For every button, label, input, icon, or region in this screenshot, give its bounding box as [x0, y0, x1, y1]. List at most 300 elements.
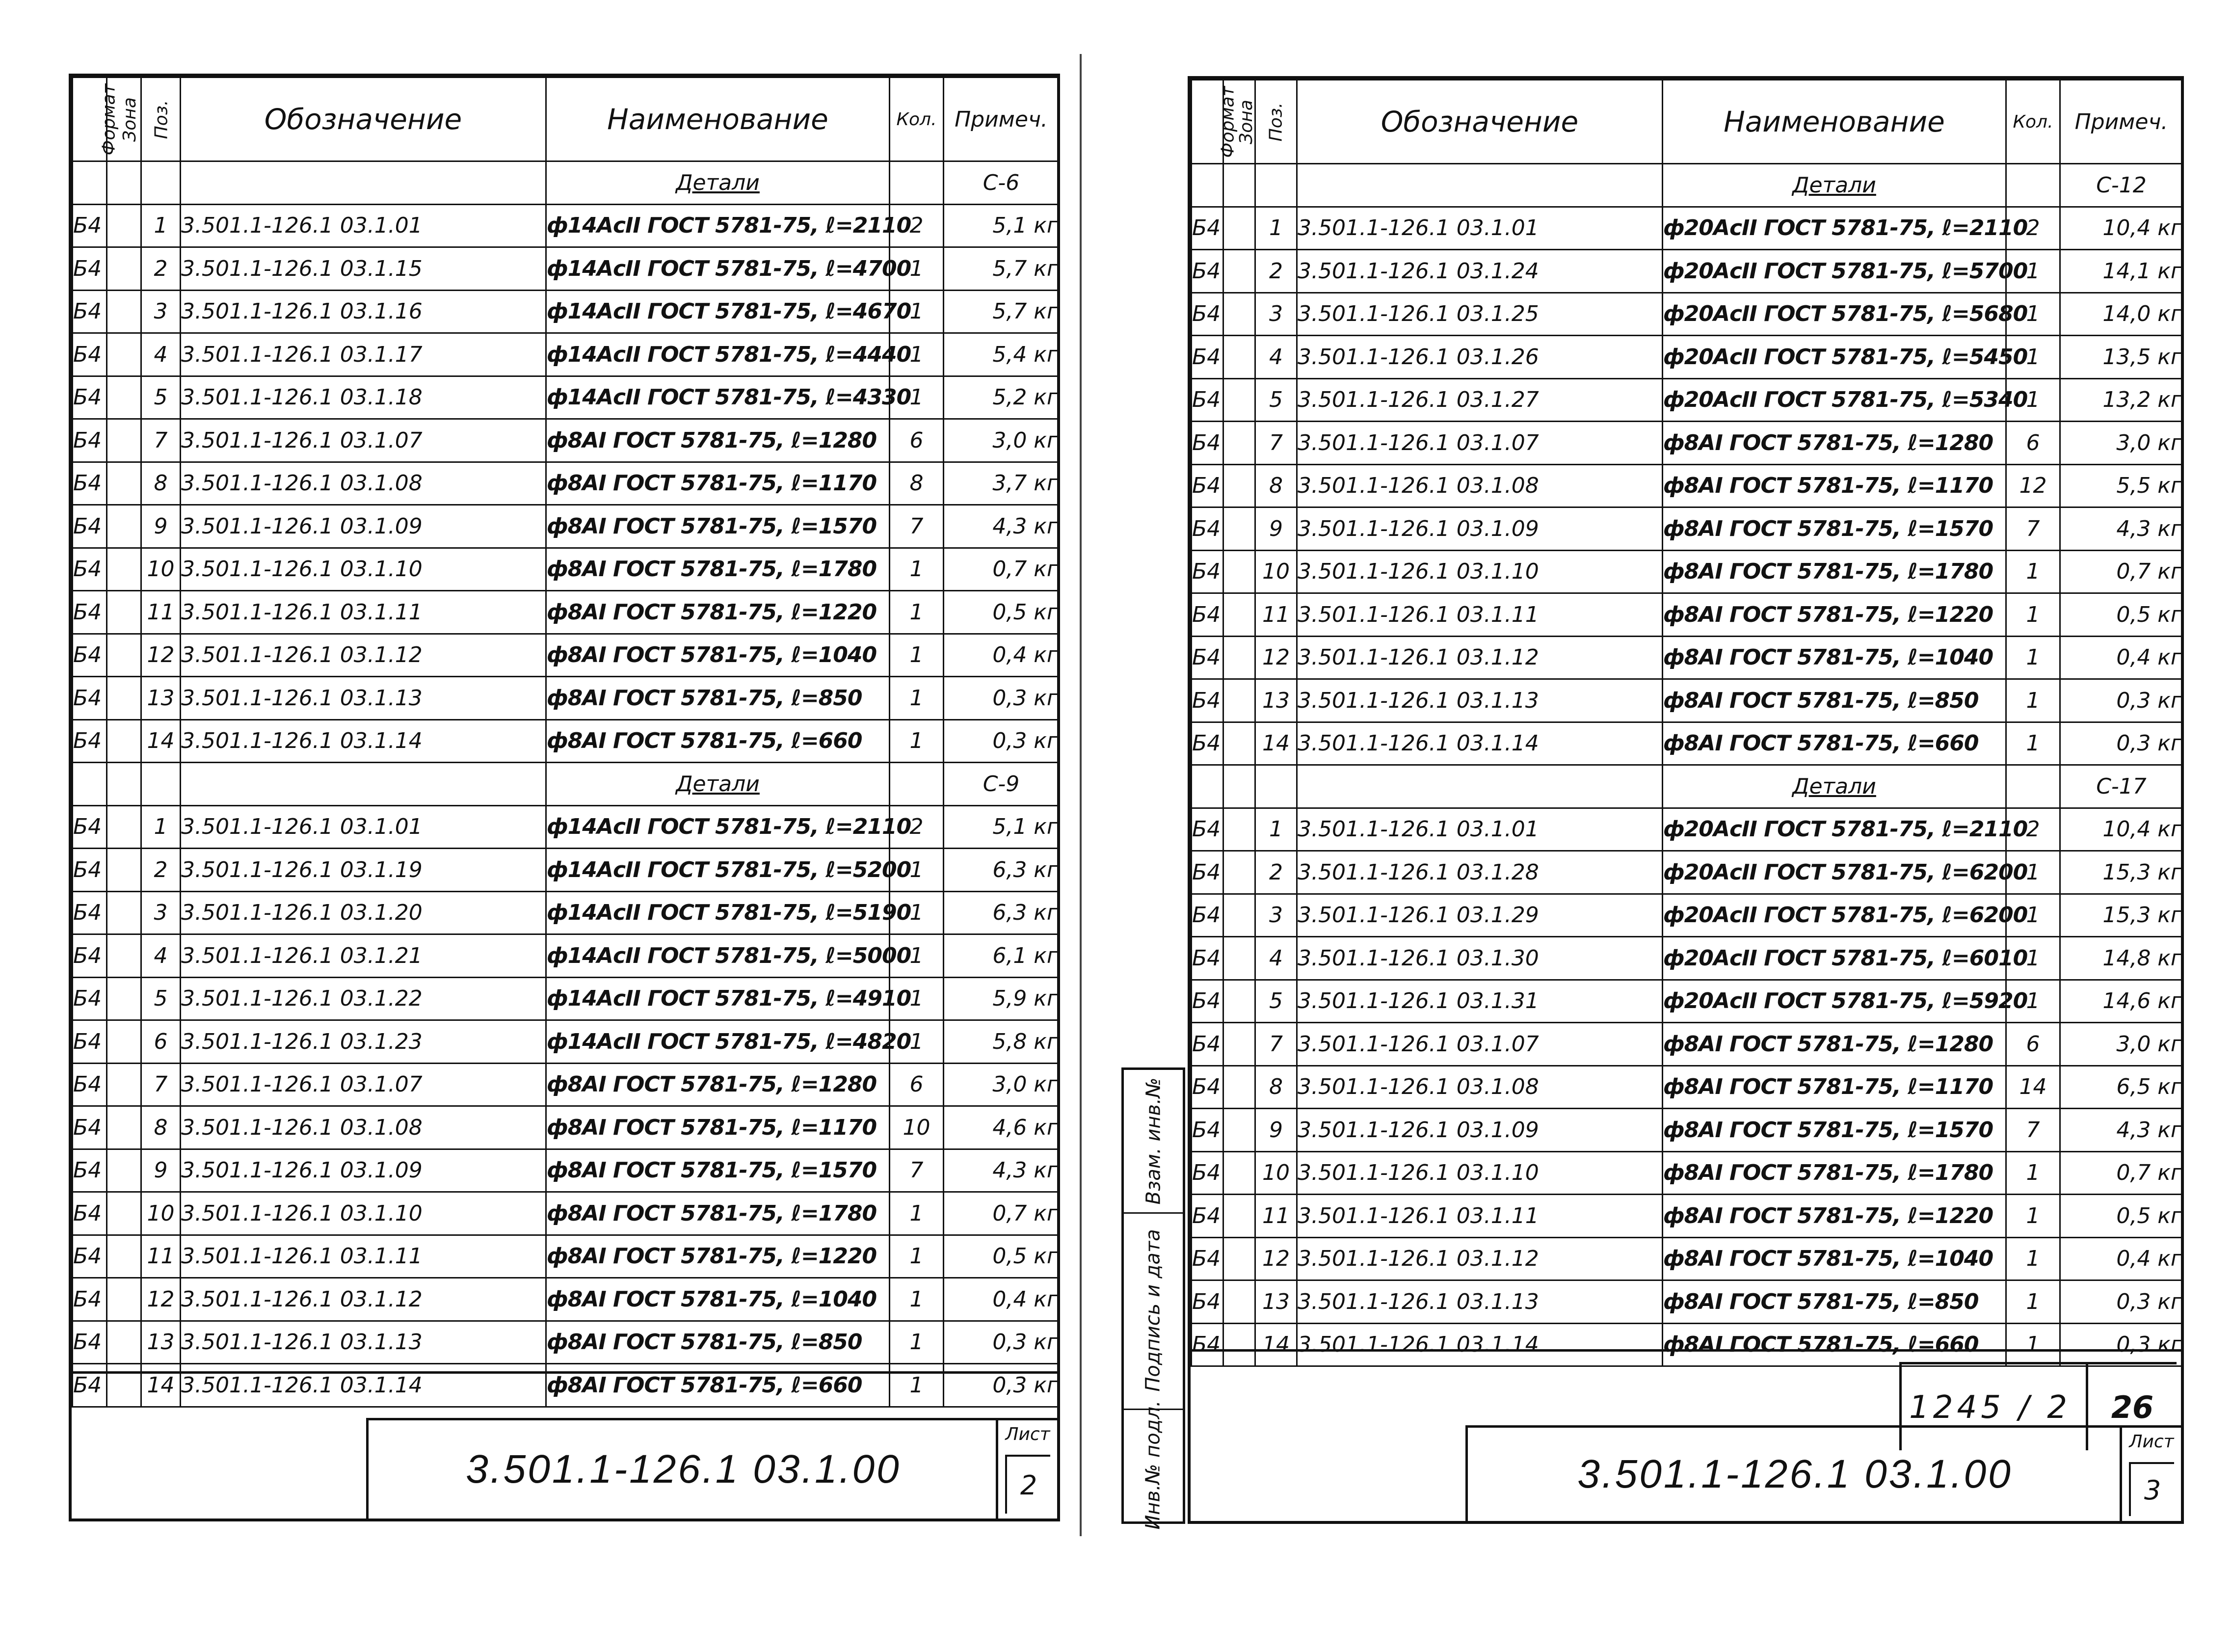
format-cell: Б4 — [73, 548, 107, 591]
format-cell: Б4 — [73, 1020, 107, 1064]
col-pos-header: Поз. — [141, 78, 181, 161]
empty-cell — [181, 161, 546, 205]
zone-cell — [1223, 1151, 1255, 1195]
format-cell: Б4 — [73, 591, 107, 634]
table-row — [73, 591, 1059, 634]
table-row — [73, 290, 1059, 333]
format-cell: Б4 — [1192, 980, 1223, 1023]
zone-cell — [1223, 1066, 1255, 1109]
position-cell: 2 — [141, 849, 181, 892]
empty-cell — [107, 161, 141, 205]
zone-cell — [107, 805, 141, 849]
zone-cell — [107, 1321, 141, 1364]
format-cell: Б4 — [1192, 1066, 1223, 1109]
zone-cell — [1223, 464, 1255, 507]
designation-cell: 3.501.1-126.1 03.1.12 — [181, 1278, 546, 1321]
format-cell: Б4 — [73, 1192, 107, 1235]
quantity-cell: 1 — [890, 934, 944, 978]
format-cell: Б4 — [1192, 636, 1223, 679]
zone-cell — [107, 719, 141, 763]
quantity-cell: 1 — [2006, 378, 2060, 422]
format-cell: Б4 — [1192, 808, 1223, 851]
format-cell: Б4 — [73, 505, 107, 548]
name-cell: ф14АсII ГОСТ 5781-75, ℓ=4330 — [546, 376, 890, 419]
quantity-cell: 1 — [890, 1321, 944, 1364]
table-row — [73, 204, 1059, 247]
spec-sheet-right — [1188, 76, 2184, 1524]
name-cell: ф20АсII ГОСТ 5781-75, ℓ=2110 — [1663, 808, 2006, 851]
table-row — [73, 849, 1059, 892]
spec-table-body-right — [1192, 164, 2183, 1366]
table-row — [73, 1063, 1059, 1106]
zone-cell — [107, 1235, 141, 1278]
table-row — [1192, 1237, 2183, 1280]
quantity-cell: 7 — [890, 505, 944, 548]
name-cell: ф20АсII ГОСТ 5781-75, ℓ=6200 — [1663, 894, 2006, 937]
quantity-cell: 14 — [2006, 1066, 2060, 1109]
note-cell: 15,3 кг — [2060, 851, 2183, 894]
designation-cell: 3.501.1-126.1 03.1.20 — [181, 891, 546, 934]
name-cell: ф14АсII ГОСТ 5781-75, ℓ=5200 — [546, 849, 890, 892]
section-title: Детали — [546, 763, 890, 806]
col-format-header: Формат — [1192, 80, 1223, 164]
table-row — [73, 1321, 1059, 1364]
section-header-row — [73, 161, 1059, 205]
name-cell: ф8АI ГОСТ 5781-75, ℓ=1780 — [1663, 550, 2006, 593]
zone-cell — [107, 1063, 141, 1106]
name-cell: ф14АсII ГОСТ 5781-75, ℓ=4670 — [546, 290, 890, 333]
table-row — [1192, 593, 2183, 637]
position-cell: 9 — [1255, 1109, 1297, 1152]
zone-cell — [107, 204, 141, 247]
designation-cell: 3.501.1-126.1 03.1.12 — [1297, 1237, 1663, 1280]
zone-cell — [107, 290, 141, 333]
name-cell: ф14АсII ГОСТ 5781-75, ℓ=4440 — [546, 333, 890, 376]
format-cell: Б4 — [1192, 250, 1223, 293]
zone-cell — [107, 548, 141, 591]
zone-cell — [107, 1192, 141, 1235]
position-cell: 7 — [1255, 1023, 1297, 1066]
archive-number-box — [1899, 1362, 2177, 1450]
table-row — [73, 1235, 1059, 1278]
position-cell: 8 — [1255, 1066, 1297, 1109]
position-cell: 3 — [1255, 293, 1297, 336]
quantity-cell: 1 — [890, 891, 944, 934]
position-cell: 3 — [141, 891, 181, 934]
note-cell: 5,1 кг — [944, 805, 1059, 849]
table-row — [73, 333, 1059, 376]
format-cell: Б4 — [73, 1321, 107, 1364]
quantity-cell: 1 — [890, 677, 944, 720]
empty-cell — [1297, 765, 1663, 808]
designation-cell: 3.501.1-126.1 03.1.01 — [1297, 207, 1663, 250]
format-cell: Б4 — [73, 1149, 107, 1192]
doc-code: 3.501.1-126.1 03.1.00 — [1577, 1452, 2013, 1496]
format-cell: Б4 — [73, 934, 107, 978]
archive-page: 26 — [2086, 1364, 2177, 1450]
position-cell: 11 — [1255, 593, 1297, 637]
name-cell: ф14АсII ГОСТ 5781-75, ℓ=5000 — [546, 934, 890, 978]
designation-cell: 3.501.1-126.1 03.1.26 — [1297, 336, 1663, 379]
name-cell: ф20АсII ГОСТ 5781-75, ℓ=5450 — [1663, 336, 2006, 379]
format-cell: Б4 — [1192, 378, 1223, 422]
section-header-row — [73, 763, 1059, 806]
position-cell: 4 — [1255, 937, 1297, 980]
note-cell: 5,2 кг — [944, 376, 1059, 419]
empty-cell — [141, 763, 181, 806]
position-cell: 4 — [1255, 336, 1297, 379]
position-cell: 7 — [141, 1063, 181, 1106]
position-cell: 10 — [141, 548, 181, 591]
position-cell: 1 — [1255, 207, 1297, 250]
format-cell: Б4 — [73, 677, 107, 720]
quantity-cell: 1 — [890, 634, 944, 677]
format-cell: Б4 — [1192, 507, 1223, 551]
quantity-cell: 1 — [890, 1020, 944, 1064]
note-cell: 14,8 кг — [2060, 937, 2183, 980]
quantity-cell: 1 — [2006, 550, 2060, 593]
designation-cell: 3.501.1-126.1 03.1.09 — [181, 505, 546, 548]
quantity-cell: 1 — [2006, 937, 2060, 980]
zone-cell — [107, 634, 141, 677]
name-cell: ф8АI ГОСТ 5781-75, ℓ=1780 — [546, 548, 890, 591]
format-cell: Б4 — [73, 1364, 107, 1407]
position-cell: 9 — [141, 505, 181, 548]
format-cell: Б4 — [73, 1278, 107, 1321]
table-row — [1192, 1109, 2183, 1152]
note-cell: 0,5 кг — [944, 591, 1059, 634]
note-cell: 0,4 кг — [944, 634, 1059, 677]
position-cell: 5 — [141, 376, 181, 419]
position-cell: 13 — [141, 677, 181, 720]
format-cell: Б4 — [1192, 422, 1223, 465]
quantity-cell: 1 — [890, 548, 944, 591]
name-cell: ф14АсII ГОСТ 5781-75, ℓ=4910 — [546, 977, 890, 1020]
zone-cell — [107, 505, 141, 548]
section-header-row — [1192, 765, 2183, 808]
empty-cell — [1297, 164, 1663, 207]
spec-table-left — [72, 77, 1060, 1408]
zone-cell — [1223, 422, 1255, 465]
quantity-cell: 7 — [890, 1149, 944, 1192]
zone-cell — [1223, 1195, 1255, 1238]
designation-cell: 3.501.1-126.1 03.1.10 — [1297, 1151, 1663, 1195]
note-cell: 0,7 кг — [2060, 1151, 2183, 1195]
note-cell: 0,5 кг — [2060, 593, 2183, 637]
table-row — [1192, 250, 2183, 293]
position-cell: 2 — [1255, 250, 1297, 293]
name-cell: ф8АI ГОСТ 5781-75, ℓ=850 — [1663, 1280, 2006, 1324]
position-cell: 12 — [1255, 1237, 1297, 1280]
quantity-cell: 2 — [2006, 808, 2060, 851]
position-cell: 4 — [141, 333, 181, 376]
note-cell: 0,4 кг — [2060, 1237, 2183, 1280]
name-cell: ф8АI ГОСТ 5781-75, ℓ=1570 — [1663, 1109, 2006, 1152]
table-row — [1192, 336, 2183, 379]
sheet-label: Лист — [2129, 1432, 2174, 1452]
table-row — [1192, 851, 2183, 894]
zone-cell — [107, 591, 141, 634]
note-cell: 0,3 кг — [2060, 722, 2183, 765]
zone-cell — [1223, 293, 1255, 336]
name-cell: ф14АсII ГОСТ 5781-75, ℓ=4700 — [546, 247, 890, 291]
table-row — [1192, 207, 2183, 250]
name-cell: ф8АI ГОСТ 5781-75, ℓ=1570 — [546, 505, 890, 548]
side-label-replace-inv: Взам. инв.№ — [1142, 1077, 1165, 1205]
note-cell: 14,1 кг — [2060, 250, 2183, 293]
position-cell: 11 — [141, 1235, 181, 1278]
name-cell: ф8АI ГОСТ 5781-75, ℓ=850 — [546, 1321, 890, 1364]
position-cell: 13 — [141, 1321, 181, 1364]
position-cell: 1 — [141, 805, 181, 849]
quantity-cell: 7 — [2006, 1109, 2060, 1152]
quantity-cell: 1 — [2006, 894, 2060, 937]
zone-cell — [107, 977, 141, 1020]
empty-cell — [890, 763, 944, 806]
name-cell: ф8АI ГОСТ 5781-75, ℓ=1780 — [546, 1192, 890, 1235]
designation-cell: 3.501.1-126.1 03.1.22 — [181, 977, 546, 1020]
col-zone-header: Зона — [107, 78, 141, 161]
zone-cell — [1223, 722, 1255, 765]
table-row — [1192, 636, 2183, 679]
designation-cell: 3.501.1-126.1 03.1.08 — [1297, 464, 1663, 507]
note-cell: 13,5 кг — [2060, 336, 2183, 379]
table-row — [1192, 1066, 2183, 1109]
quantity-cell: 1 — [2006, 593, 2060, 637]
zone-cell — [107, 1278, 141, 1321]
note-cell: 14,6 кг — [2060, 980, 2183, 1023]
quantity-cell: 10 — [890, 1106, 944, 1149]
format-cell: Б4 — [73, 1235, 107, 1278]
designation-cell: 3.501.1-126.1 03.1.28 — [1297, 851, 1663, 894]
quantity-cell: 12 — [2006, 464, 2060, 507]
position-cell: 12 — [141, 1278, 181, 1321]
name-cell: ф8АI ГОСТ 5781-75, ℓ=660 — [1663, 722, 2006, 765]
position-cell: 7 — [1255, 422, 1297, 465]
section-code: С-17 — [2060, 765, 2183, 808]
format-cell: Б4 — [1192, 293, 1223, 336]
note-cell: 0,7 кг — [944, 548, 1059, 591]
zone-cell — [1223, 336, 1255, 379]
designation-cell: 3.501.1-126.1 03.1.16 — [181, 290, 546, 333]
name-cell: ф8АI ГОСТ 5781-75, ℓ=850 — [546, 677, 890, 720]
table-row — [1192, 937, 2183, 980]
designation-cell: 3.501.1-126.1 03.1.23 — [181, 1020, 546, 1064]
note-cell: 5,7 кг — [944, 290, 1059, 333]
designation-cell: 3.501.1-126.1 03.1.13 — [1297, 1280, 1663, 1324]
designation-cell: 3.501.1-126.1 03.1.07 — [181, 419, 546, 462]
note-cell: 5,7 кг — [944, 247, 1059, 291]
col-pos-header: Поз. — [1255, 80, 1297, 164]
name-cell: ф8АI ГОСТ 5781-75, ℓ=660 — [546, 1364, 890, 1407]
format-cell: Б4 — [1192, 679, 1223, 722]
empty-cell — [73, 763, 107, 806]
table-row — [73, 1192, 1059, 1235]
name-cell: ф20АсII ГОСТ 5781-75, ℓ=6010 — [1663, 937, 2006, 980]
name-cell: ф8АI ГОСТ 5781-75, ℓ=1040 — [546, 1278, 890, 1321]
doc-code: 3.501.1-126.1 03.1.00 — [466, 1447, 901, 1492]
empty-cell — [2006, 765, 2060, 808]
zone-cell — [107, 376, 141, 419]
table-row — [73, 1149, 1059, 1192]
quantity-cell: 8 — [890, 462, 944, 505]
position-cell: 2 — [141, 247, 181, 291]
position-cell: 12 — [141, 634, 181, 677]
note-cell: 13,2 кг — [2060, 378, 2183, 422]
position-cell: 8 — [141, 462, 181, 505]
section-code: С-9 — [944, 763, 1059, 806]
quantity-cell: 1 — [890, 1235, 944, 1278]
format-cell: Б4 — [73, 204, 107, 247]
position-cell: 9 — [141, 1149, 181, 1192]
table-row — [1192, 1280, 2183, 1324]
note-cell: 0,4 кг — [944, 1278, 1059, 1321]
section-title: Детали — [1663, 164, 2006, 207]
empty-cell — [141, 161, 181, 205]
name-cell: ф8АI ГОСТ 5781-75, ℓ=1170 — [546, 1106, 890, 1149]
note-cell: 3,0 кг — [2060, 422, 2183, 465]
note-cell: 3,0 кг — [2060, 1023, 2183, 1066]
position-cell: 4 — [141, 934, 181, 978]
section-title: Детали — [1663, 765, 2006, 808]
designation-cell: 3.501.1-126.1 03.1.27 — [1297, 378, 1663, 422]
position-cell: 14 — [141, 1364, 181, 1407]
empty-cell — [2006, 164, 2060, 207]
table-row — [1192, 1023, 2183, 1066]
note-cell: 4,3 кг — [2060, 507, 2183, 551]
name-cell: ф20АсII ГОСТ 5781-75, ℓ=2110 — [1663, 207, 2006, 250]
position-cell: 10 — [1255, 1151, 1297, 1195]
table-row — [1192, 464, 2183, 507]
name-cell: ф8АI ГОСТ 5781-75, ℓ=1220 — [1663, 593, 2006, 637]
position-cell: 14 — [1255, 722, 1297, 765]
note-cell: 4,3 кг — [2060, 1109, 2183, 1152]
designation-cell: 3.501.1-126.1 03.1.31 — [1297, 980, 1663, 1023]
empty-cell — [181, 763, 546, 806]
position-cell: 14 — [141, 719, 181, 763]
table-row — [1192, 894, 2183, 937]
header-row — [73, 78, 1059, 161]
empty-cell — [890, 161, 944, 205]
quantity-cell: 6 — [890, 419, 944, 462]
format-cell: Б4 — [1192, 1109, 1223, 1152]
zone-cell — [1223, 679, 1255, 722]
position-cell: 3 — [141, 290, 181, 333]
note-cell: 6,3 кг — [944, 849, 1059, 892]
name-cell: ф20АсII ГОСТ 5781-75, ℓ=5920 — [1663, 980, 2006, 1023]
quantity-cell: 6 — [890, 1063, 944, 1106]
zone-cell — [1223, 250, 1255, 293]
format-cell: Б4 — [73, 333, 107, 376]
note-cell: 4,6 кг — [944, 1106, 1059, 1149]
format-cell: Б4 — [73, 462, 107, 505]
zone-cell — [1223, 980, 1255, 1023]
format-cell: Б4 — [73, 419, 107, 462]
position-cell: 13 — [1255, 1280, 1297, 1324]
zone-cell — [1223, 507, 1255, 551]
designation-cell: 3.501.1-126.1 03.1.11 — [1297, 1195, 1663, 1238]
name-cell: ф8АI ГОСТ 5781-75, ℓ=1280 — [1663, 422, 2006, 465]
empty-cell — [1192, 765, 1223, 808]
quantity-cell: 2 — [890, 204, 944, 247]
side-cell-replace-inv — [1124, 1070, 1183, 1214]
designation-cell: 3.501.1-126.1 03.1.01 — [181, 805, 546, 849]
note-cell: 3,0 кг — [944, 419, 1059, 462]
zone-cell — [107, 1149, 141, 1192]
zone-cell — [107, 462, 141, 505]
note-cell: 3,7 кг — [944, 462, 1059, 505]
name-cell: ф8АI ГОСТ 5781-75, ℓ=660 — [1663, 1323, 2006, 1366]
note-cell: 0,3 кг — [944, 1321, 1059, 1364]
quantity-cell: 6 — [2006, 1023, 2060, 1066]
zone-cell — [107, 891, 141, 934]
position-cell: 10 — [141, 1192, 181, 1235]
quantity-cell: 1 — [2006, 336, 2060, 379]
note-cell: 6,1 кг — [944, 934, 1059, 978]
section-header-row — [1192, 164, 2183, 207]
format-cell: Б4 — [73, 977, 107, 1020]
zone-cell — [1223, 937, 1255, 980]
empty-cell — [1255, 164, 1297, 207]
note-cell: 0,3 кг — [2060, 679, 2183, 722]
zone-cell — [1223, 1280, 1255, 1324]
format-cell: Б4 — [73, 1106, 107, 1149]
position-cell: 5 — [1255, 980, 1297, 1023]
designation-cell: 3.501.1-126.1 03.1.07 — [1297, 1023, 1663, 1066]
designation-cell: 3.501.1-126.1 03.1.14 — [1297, 722, 1663, 765]
name-cell: ф8АI ГОСТ 5781-75, ℓ=1040 — [1663, 1237, 2006, 1280]
zone-cell — [1223, 378, 1255, 422]
quantity-cell: 1 — [890, 290, 944, 333]
name-cell: ф8АI ГОСТ 5781-75, ℓ=1280 — [1663, 1023, 2006, 1066]
format-cell: Б4 — [1192, 894, 1223, 937]
format-cell: Б4 — [1192, 1323, 1223, 1366]
title-block-left — [72, 1371, 1057, 1519]
position-cell: 2 — [1255, 851, 1297, 894]
note-cell: 0,3 кг — [944, 1364, 1059, 1407]
table-row — [1192, 1151, 2183, 1195]
quantity-cell: 1 — [2006, 722, 2060, 765]
zone-cell — [107, 934, 141, 978]
spec-table-body-left — [73, 161, 1059, 1407]
name-cell: ф20АсII ГОСТ 5781-75, ℓ=5340 — [1663, 378, 2006, 422]
quantity-cell: 1 — [2006, 636, 2060, 679]
position-cell: 8 — [141, 1106, 181, 1149]
note-cell: 0,7 кг — [2060, 550, 2183, 593]
format-cell: Б4 — [73, 634, 107, 677]
name-cell: ф8АI ГОСТ 5781-75, ℓ=1220 — [546, 591, 890, 634]
format-cell: Б4 — [1192, 937, 1223, 980]
note-cell: 5,9 кг — [944, 977, 1059, 1020]
col-designation-header: Обозначение — [181, 78, 546, 161]
format-cell: Б4 — [1192, 336, 1223, 379]
sheet-number-cell — [996, 1420, 1057, 1519]
table-row — [73, 1278, 1059, 1321]
designation-cell: 3.501.1-126.1 03.1.14 — [1297, 1323, 1663, 1366]
name-cell: ф20АсII ГОСТ 5781-75, ℓ=5700 — [1663, 250, 2006, 293]
name-cell: ф14АсII ГОСТ 5781-75, ℓ=2110 — [546, 204, 890, 247]
quantity-cell: 1 — [890, 1192, 944, 1235]
quantity-cell: 1 — [2006, 1280, 2060, 1324]
col-note-header: Примеч. — [944, 78, 1059, 161]
designation-cell: 3.501.1-126.1 03.1.21 — [181, 934, 546, 978]
designation-cell: 3.501.1-126.1 03.1.10 — [181, 548, 546, 591]
zone-cell — [1223, 636, 1255, 679]
format-cell: Б4 — [73, 290, 107, 333]
approval-side-strip — [1121, 1067, 1185, 1530]
designation-cell: 3.501.1-126.1 03.1.24 — [1297, 250, 1663, 293]
name-cell: ф8АI ГОСТ 5781-75, ℓ=660 — [546, 719, 890, 763]
